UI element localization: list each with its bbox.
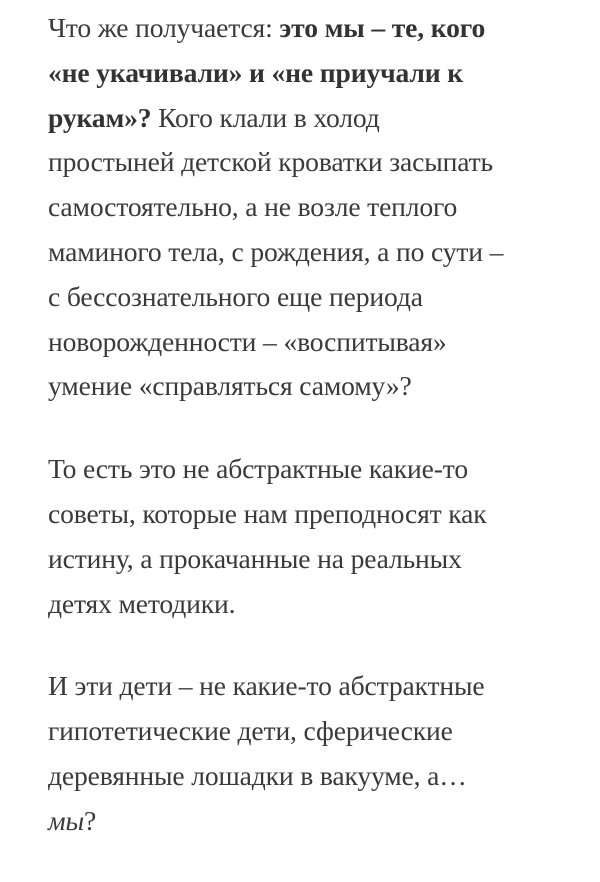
plain-text: Что же получается: [48, 12, 280, 43]
text-line: деревянные лошадки в вакууме, а… [48, 759, 467, 791]
text-line: То есть это не абстрактные какие-то [48, 453, 468, 485]
text-line: самостоятельно, а не возле теплого [48, 191, 458, 223]
text-line: советы, которые нам преподносят как [48, 497, 487, 529]
text-line: с бессознательного еще периода [48, 280, 423, 312]
text-line [48, 6, 568, 51]
text-line: гипотетические дети, сферические [48, 715, 453, 747]
text-line: умение «справляться самому»? [48, 370, 412, 402]
bold-text: рукам»? [48, 101, 152, 133]
paragraph-2 [48, 447, 568, 626]
article-body [48, 6, 568, 882]
text-line: новорожденности – «воспитывая» [48, 325, 447, 357]
text-line: истину, а прокачанные на реальных [48, 542, 462, 574]
bold-text: это мы – те, кого [279, 12, 486, 43]
text-line [48, 96, 568, 141]
text-line: маминого тела, с рождения, а по сути – [48, 235, 504, 267]
italic-text: мы [48, 804, 84, 836]
text-line: И эти дети – не какие-то абстрактные [48, 670, 485, 702]
paragraph-1 [48, 6, 568, 409]
plain-text: ? [84, 804, 97, 836]
text-line [48, 51, 568, 96]
text-line: простыней детской кроватки засыпать [48, 146, 493, 178]
text-line: детях методики. [48, 587, 236, 619]
paragraph-3 [48, 664, 568, 843]
plain-text: Кого клали в холод [151, 101, 380, 133]
bold-text: «не укачивали» и «не приучали к [48, 56, 463, 88]
